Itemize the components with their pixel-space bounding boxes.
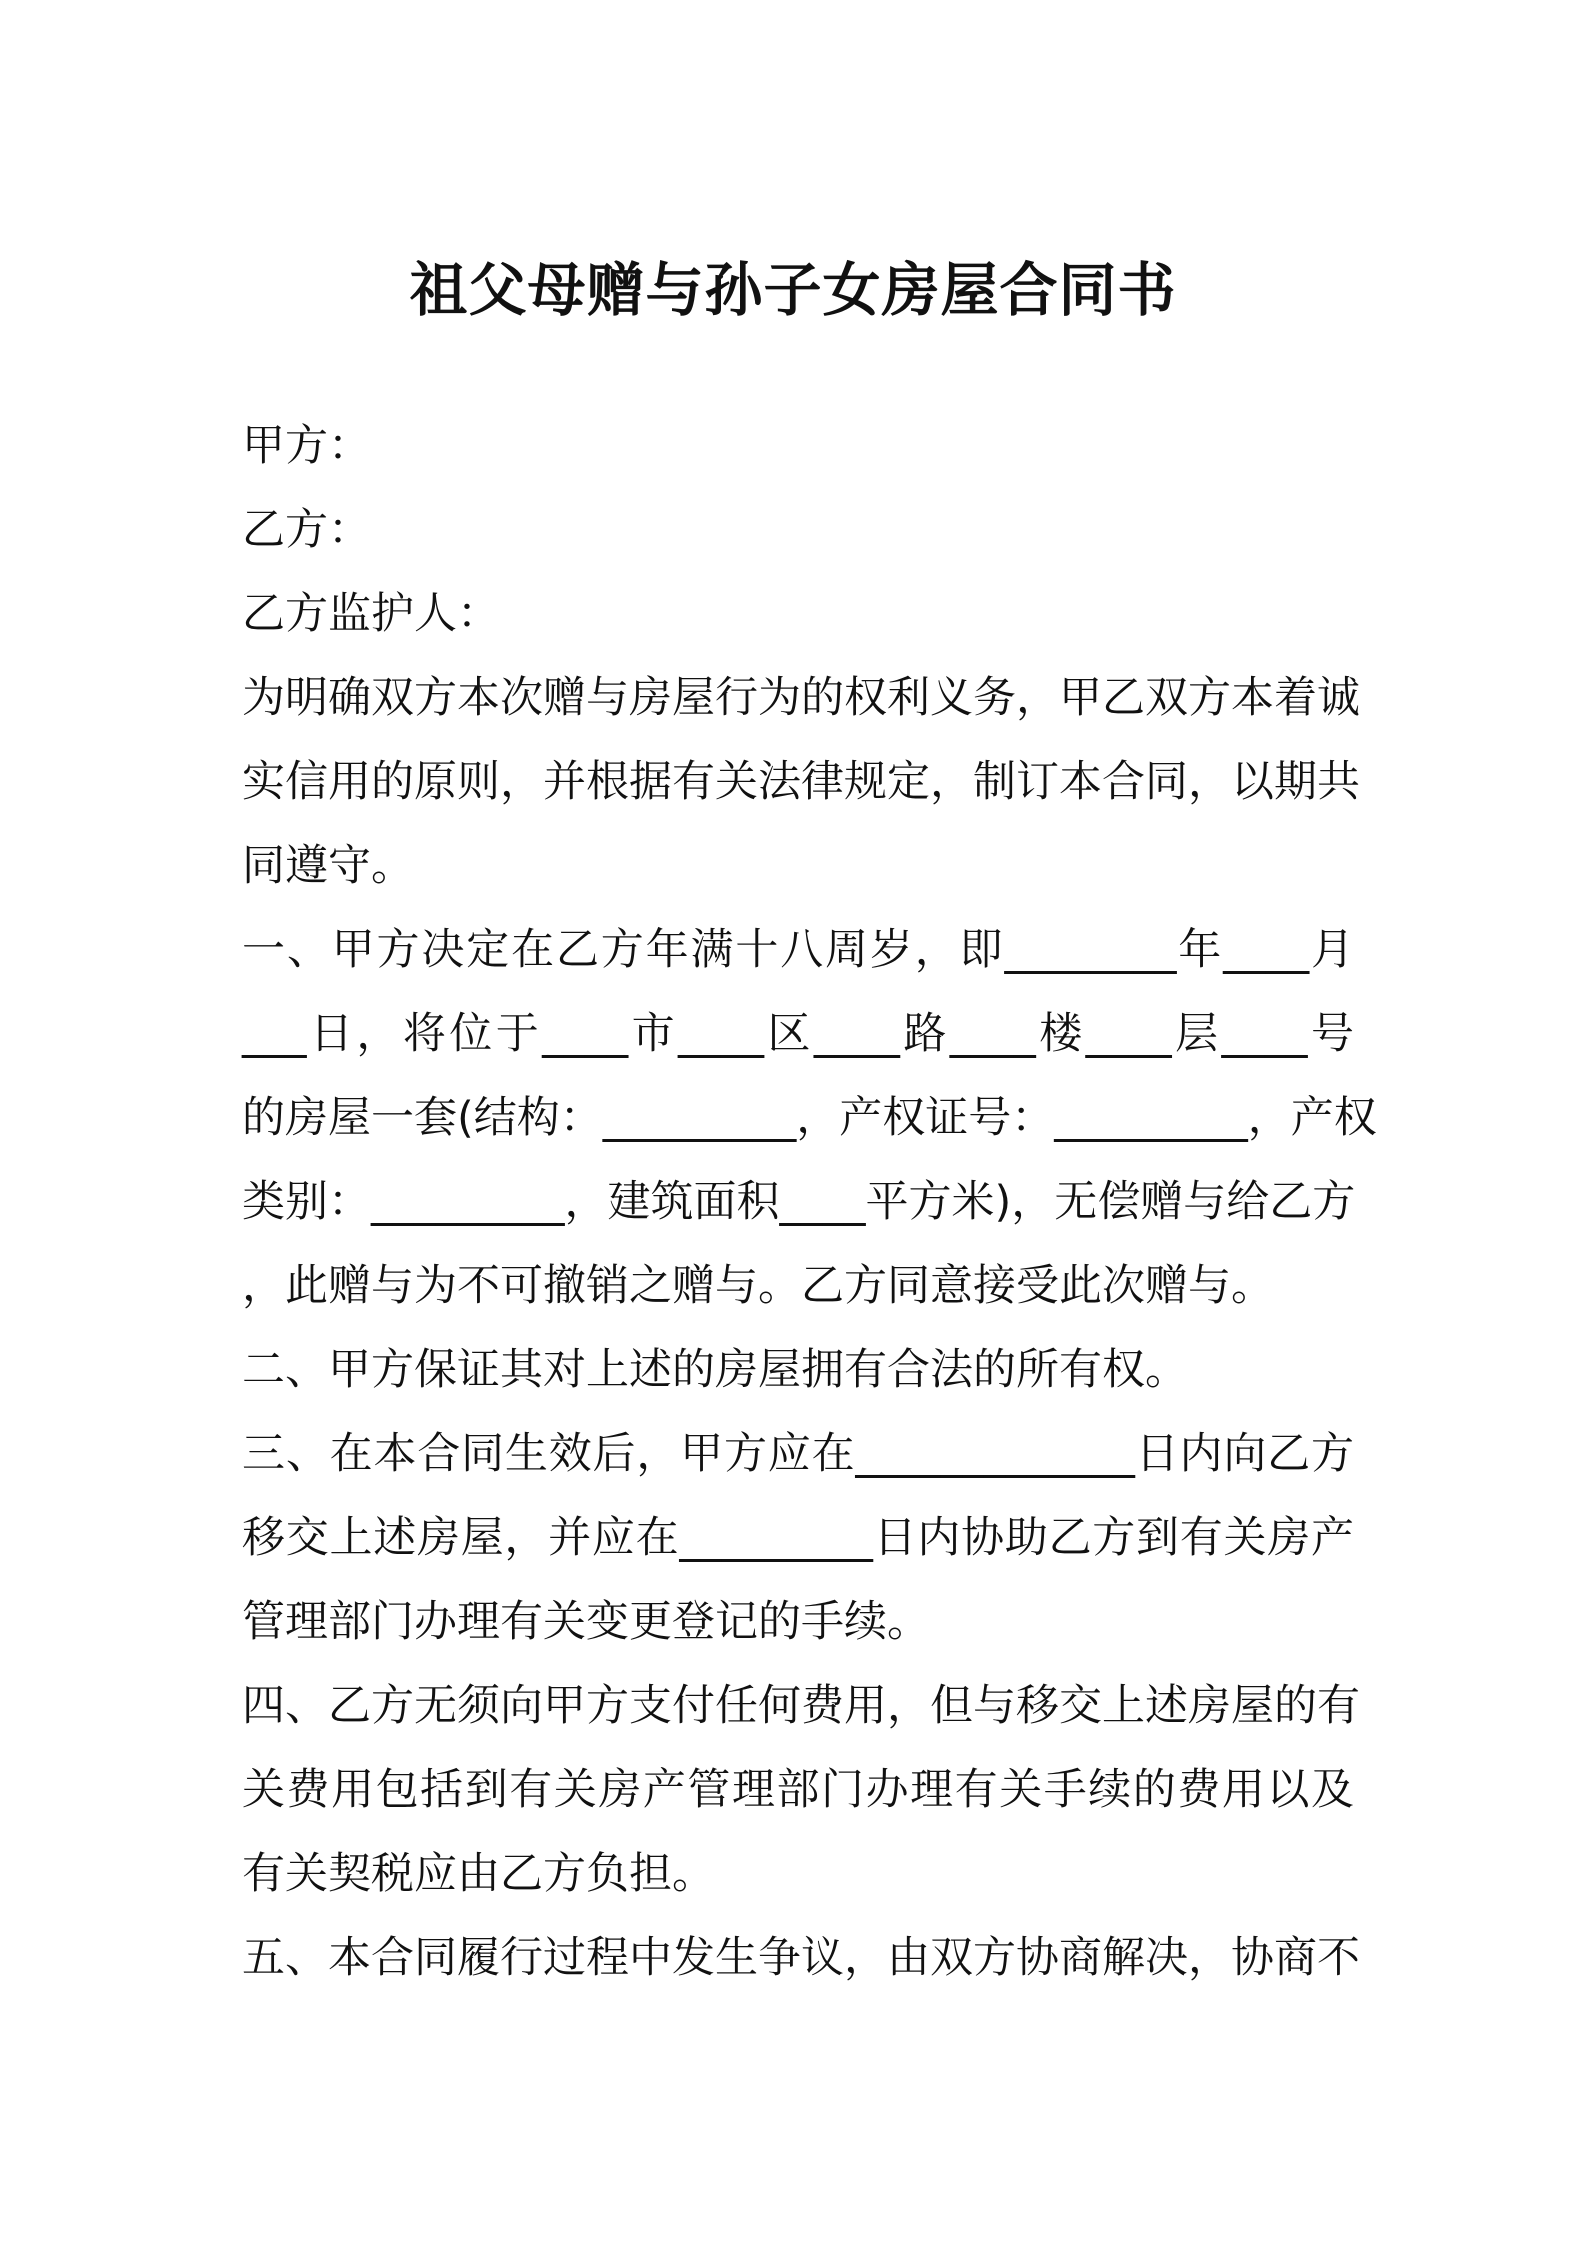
preamble-line: 同遵守。: [242, 841, 414, 891]
guardian-line: 乙方监护人：: [242, 589, 500, 639]
document-title: 祖父母赠与孙子女房屋合同书: [409, 256, 1177, 324]
clause-1-line: ，此赠与为不可撤销之赠与。乙方同意接受此次赠与。: [242, 1261, 1274, 1311]
party-a-line: 甲方：: [242, 421, 371, 471]
clause-4-line: 有关契税应由乙方负担。: [242, 1849, 715, 1899]
clause-4-line: 四、乙方无须向甲方支付任何费用，但与移交上述房屋的有: [242, 1681, 1360, 1731]
clause-1-line: 一、甲方决定在乙方年满十八周岁，即________年____月: [242, 925, 1354, 975]
clause-3-line: 三、在本合同生效后，甲方应在_____________日内向乙方: [242, 1429, 1354, 1479]
clause-4-line: 关费用包括到有关房产管理部门办理有关手续的费用以及: [242, 1765, 1354, 1815]
preamble-line: 为明确双方本次赠与房屋行为的权利义务，甲乙双方本着诚: [242, 673, 1360, 723]
party-b-line: 乙方：: [242, 505, 371, 555]
clause-2-line: 二、甲方保证其对上述的房屋拥有合法的所有权。: [242, 1345, 1188, 1395]
clause-1-line: 的房屋一套(结构：_________，产权证号：_________，产权: [242, 1093, 1377, 1143]
clause-1-line: ___日，将位于____市____区____路____楼____层____号: [242, 1009, 1354, 1059]
clause-5-line: 五、本合同履行过程中发生争议，由双方协商解决，协商不: [242, 1933, 1360, 1983]
clause-1-line: 类别：_________，建筑面积____平方米)，无偿赠与给乙方: [242, 1177, 1356, 1227]
document-body: [242, 404, 1377, 2000]
clause-3-line: 移交上述房屋，并应在_________日内协助乙方到有关房产: [242, 1513, 1354, 1563]
clause-3-line: 管理部门办理有关变更登记的手续。: [242, 1597, 930, 1647]
preamble-line: 实信用的原则，并根据有关法律规定，制订本合同，以期共: [242, 757, 1360, 807]
